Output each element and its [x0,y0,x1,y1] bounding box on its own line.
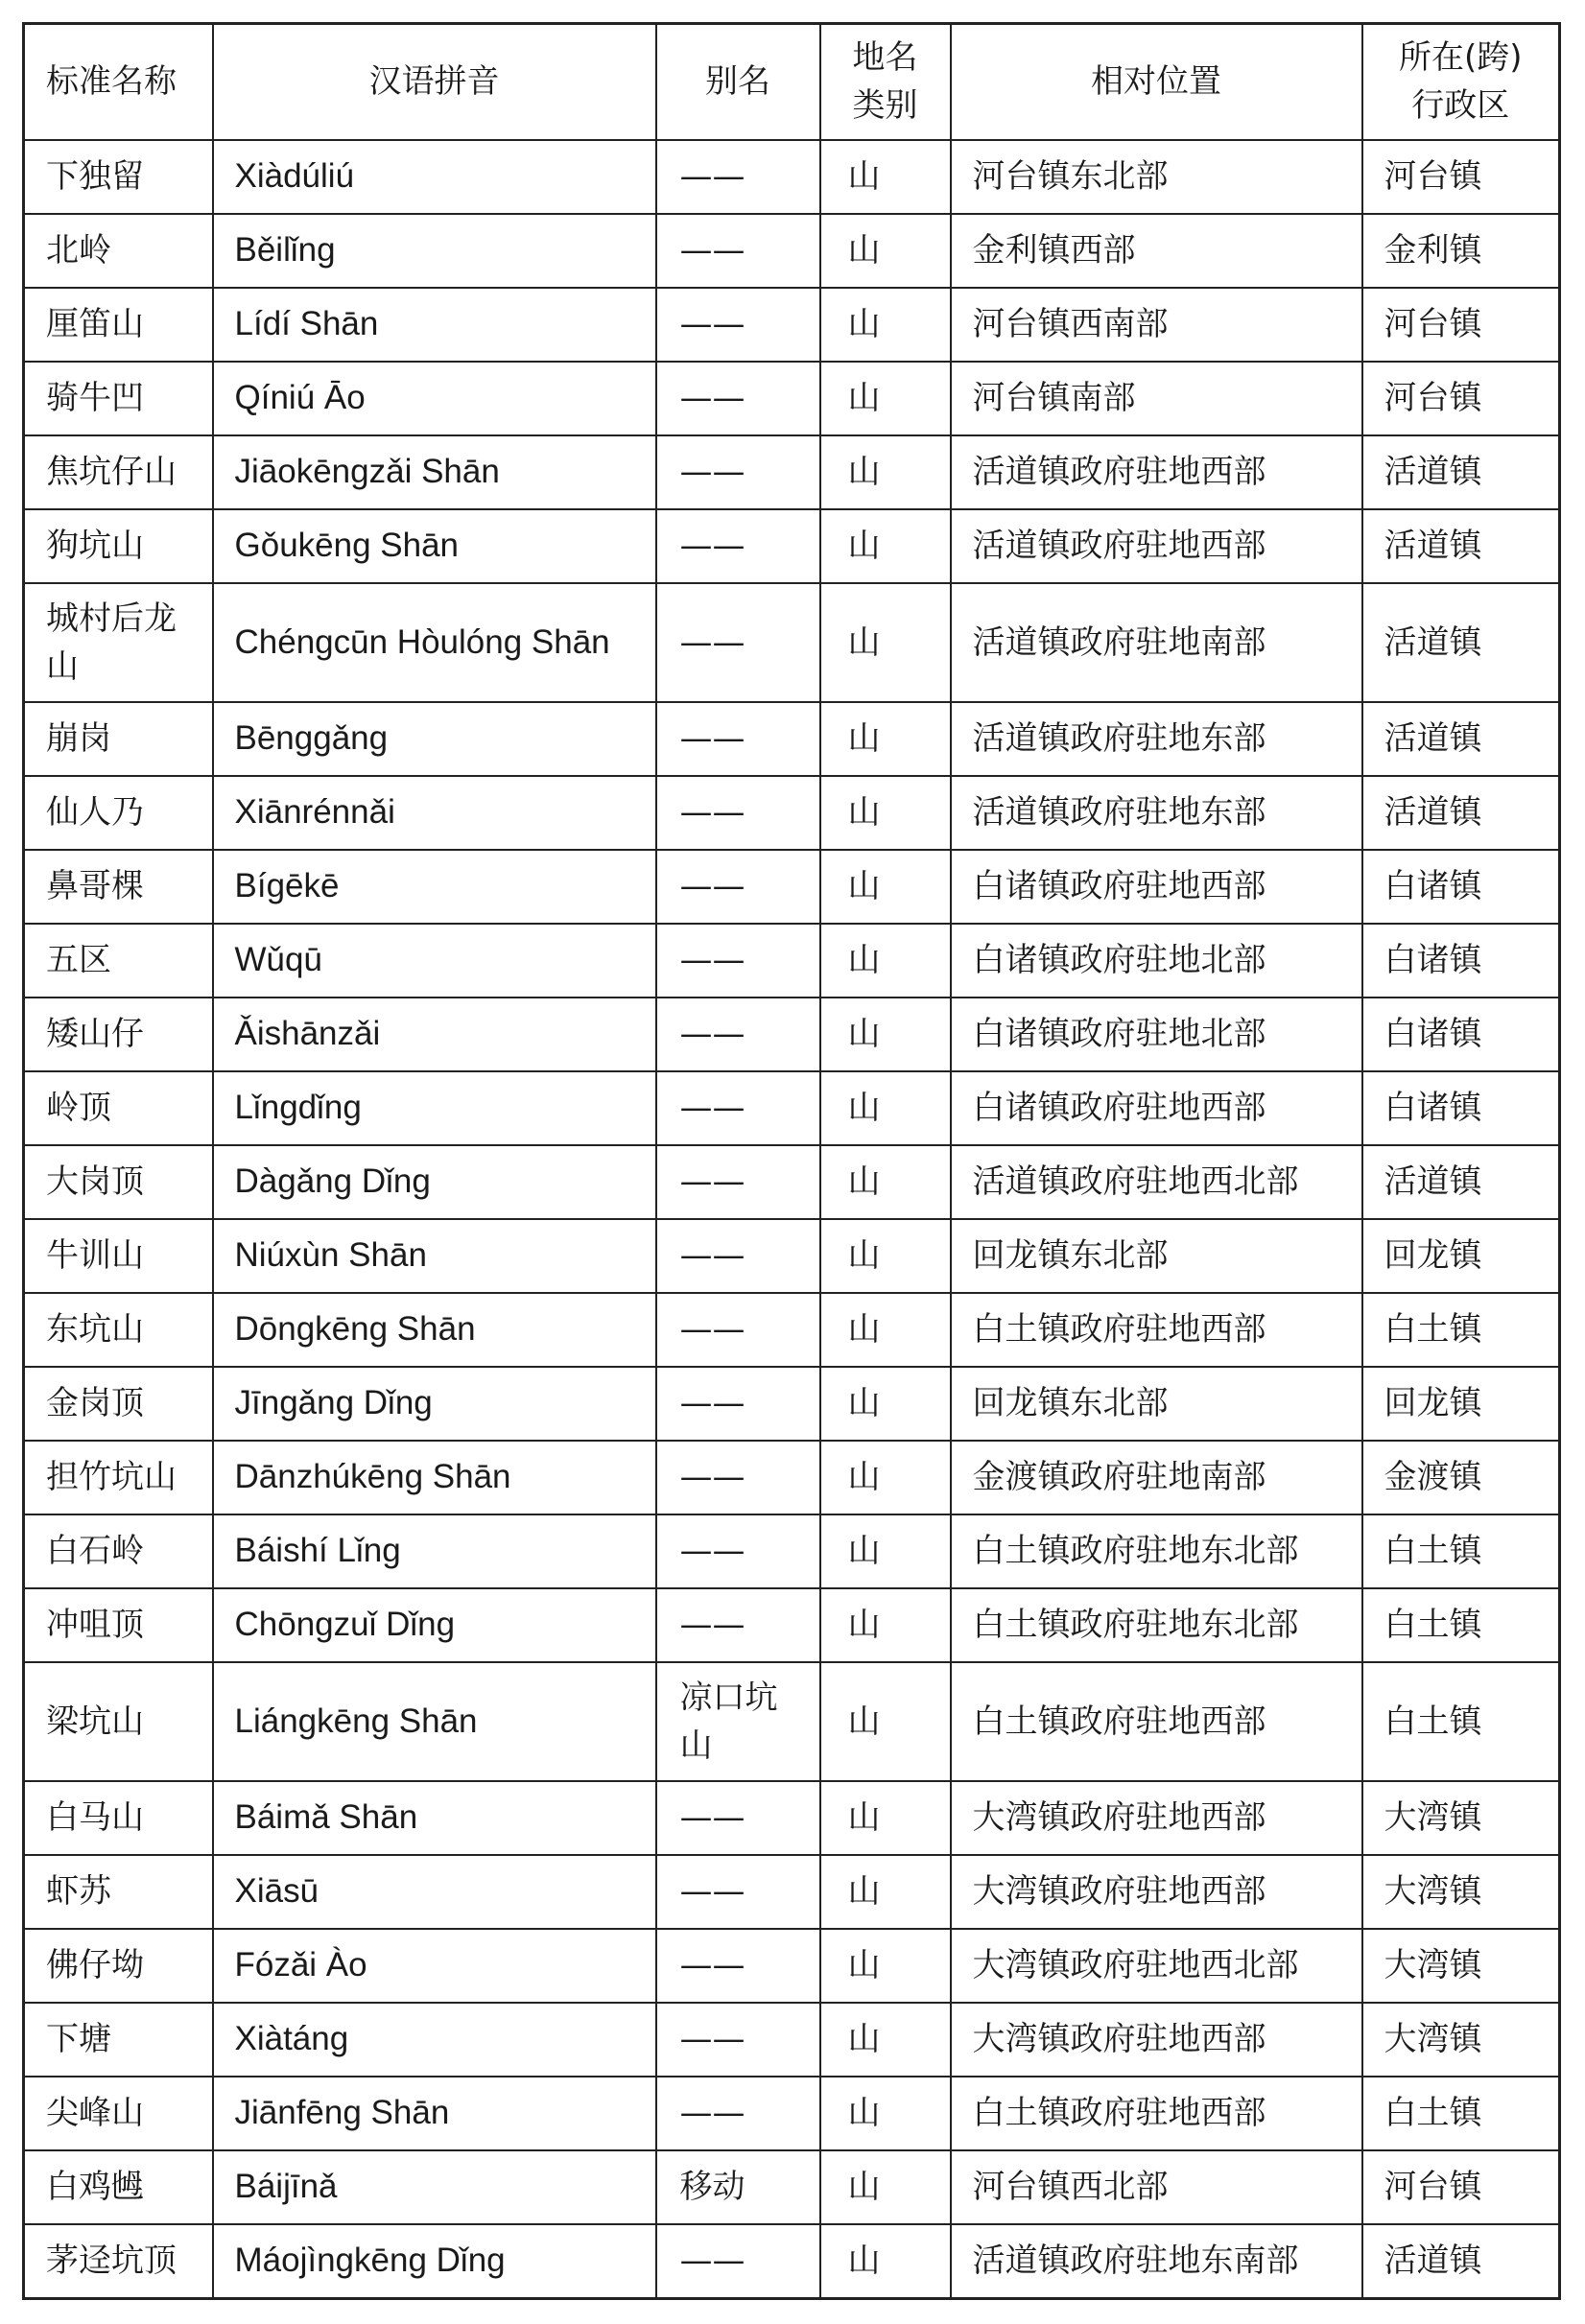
cell-pinyin: Běilǐng [213,214,656,288]
cell-relative-position: 白土镇政府驻地西部 [951,1662,1362,1781]
cell-pinyin: Báishí Lǐng [213,1514,656,1588]
cell-alias: —— [656,1855,820,1929]
cell-place-type: 山 [820,2224,951,2299]
cell-pinyin: Máojìngkēng Dǐng [213,2224,656,2299]
cell-place-type: 山 [820,1514,951,1588]
cell-pinyin: Wǔqū [213,924,656,998]
cell-alias: —— [656,1367,820,1441]
table-row [24,850,1560,924]
cell-relative-position: 河台镇西南部 [951,288,1362,362]
cell-relative-position: 白土镇政府驻地西部 [951,1293,1362,1367]
cell-standard-name: 焦坑仔山 [24,435,213,509]
cell-standard-name: 佛仔坳 [24,1929,213,2003]
cell-pinyin: Chōngzuǐ Dǐng [213,1588,656,1662]
cell-district: 白土镇 [1362,1293,1560,1367]
cell-alias: —— [656,1441,820,1514]
table-row [24,1367,1560,1441]
cell-pinyin: Jiāokēngzǎi Shān [213,435,656,509]
cell-relative-position: 白土镇政府驻地西部 [951,2077,1362,2150]
cell-alias: —— [656,1781,820,1855]
cell-pinyin: Qíniú Āo [213,362,656,435]
cell-district: 白诸镇 [1362,998,1560,1071]
cell-relative-position: 回龙镇东北部 [951,1367,1362,1441]
cell-standard-name: 大岗顶 [24,1145,213,1219]
cell-district: 河台镇 [1362,2150,1560,2224]
table-row [24,362,1560,435]
cell-district: 白诸镇 [1362,1071,1560,1145]
cell-alias: —— [656,1219,820,1293]
cell-standard-name: 崩岗 [24,702,213,776]
cell-place-type: 山 [820,1367,951,1441]
cell-alias: —— [656,1293,820,1367]
cell-relative-position: 大湾镇政府驻地西部 [951,2003,1362,2077]
cell-relative-position: 白诸镇政府驻地北部 [951,998,1362,1071]
cell-pinyin: Jīngǎng Dǐng [213,1367,656,1441]
cell-relative-position: 白诸镇政府驻地北部 [951,924,1362,998]
cell-pinyin: Niúxùn Shān [213,1219,656,1293]
cell-relative-position: 活道镇政府驻地东南部 [951,2224,1362,2299]
cell-standard-name: 白鸡乸 [24,2150,213,2224]
table-row [24,509,1560,583]
cell-standard-name: 城村后龙山 [24,583,213,702]
cell-district: 大湾镇 [1362,1855,1560,1929]
cell-district: 回龙镇 [1362,1219,1560,1293]
cell-relative-position: 白土镇政府驻地东北部 [951,1514,1362,1588]
cell-relative-position: 活道镇政府驻地南部 [951,583,1362,702]
cell-district: 金利镇 [1362,214,1560,288]
cell-standard-name: 五区 [24,924,213,998]
cell-place-type: 山 [820,1293,951,1367]
cell-place-type: 山 [820,140,951,214]
cell-alias: —— [656,850,820,924]
cell-alias: —— [656,362,820,435]
cell-pinyin: Liángkēng Shān [213,1662,656,1781]
cell-pinyin: Báimǎ Shān [213,1781,656,1855]
cell-alias: —— [656,1145,820,1219]
cell-pinyin: Xiāsū [213,1855,656,1929]
cell-standard-name: 鼻哥棵 [24,850,213,924]
cell-standard-name: 金岗顶 [24,1367,213,1441]
cell-relative-position: 金渡镇政府驻地南部 [951,1441,1362,1514]
cell-standard-name: 白石岭 [24,1514,213,1588]
table-body [24,140,1560,2299]
cell-place-type: 山 [820,924,951,998]
cell-district: 金渡镇 [1362,1441,1560,1514]
cell-place-type: 山 [820,288,951,362]
cell-standard-name: 下塘 [24,2003,213,2077]
cell-place-type: 山 [820,702,951,776]
table-row [24,1441,1560,1514]
cell-alias: —— [656,1514,820,1588]
table-row [24,2003,1560,2077]
cell-alias: —— [656,2077,820,2150]
cell-place-type: 山 [820,583,951,702]
cell-alias: —— [656,2224,820,2299]
cell-pinyin: Lǐngdǐng [213,1071,656,1145]
header-row [24,24,1560,140]
cell-district: 大湾镇 [1362,1781,1560,1855]
cell-alias: 移动 [656,2150,820,2224]
cell-district: 回龙镇 [1362,1367,1560,1441]
cell-pinyin: Bígēkē [213,850,656,924]
cell-standard-name: 茅迳坑顶 [24,2224,213,2299]
cell-place-type: 山 [820,214,951,288]
cell-relative-position: 回龙镇东北部 [951,1219,1362,1293]
cell-district: 活道镇 [1362,776,1560,850]
table-row [24,2224,1560,2299]
cell-district: 白土镇 [1362,1514,1560,1588]
cell-alias: 凉口坑山 [656,1662,820,1781]
cell-standard-name: 白马山 [24,1781,213,1855]
cell-pinyin: Xiānrénnǎi [213,776,656,850]
cell-standard-name: 虾苏 [24,1855,213,1929]
cell-place-type: 山 [820,435,951,509]
cell-district: 河台镇 [1362,288,1560,362]
table-row [24,1293,1560,1367]
place-name-table [22,22,1561,2300]
cell-relative-position: 白诸镇政府驻地西部 [951,850,1362,924]
cell-pinyin: Jiānfēng Shān [213,2077,656,2150]
cell-district: 白诸镇 [1362,850,1560,924]
cell-standard-name: 仙人乃 [24,776,213,850]
cell-place-type: 山 [820,850,951,924]
cell-standard-name: 骑牛凹 [24,362,213,435]
cell-standard-name: 冲咀顶 [24,1588,213,1662]
header-district: 所在(跨)行政区 [1362,24,1560,140]
cell-standard-name: 尖峰山 [24,2077,213,2150]
cell-place-type: 山 [820,1588,951,1662]
table-row [24,1514,1560,1588]
table-row [24,702,1560,776]
cell-place-type: 山 [820,1219,951,1293]
cell-standard-name: 牛训山 [24,1219,213,1293]
cell-district: 活道镇 [1362,1145,1560,1219]
cell-place-type: 山 [820,1855,951,1929]
cell-alias: —— [656,509,820,583]
header-relative-position: 相对位置 [951,24,1362,140]
table-row [24,924,1560,998]
cell-relative-position: 白诸镇政府驻地西部 [951,1071,1362,1145]
cell-pinyin: Ǎishānzǎi [213,998,656,1071]
header-alias: 别名 [656,24,820,140]
cell-district: 河台镇 [1362,362,1560,435]
cell-relative-position: 白土镇政府驻地东北部 [951,1588,1362,1662]
cell-alias: —— [656,2003,820,2077]
cell-place-type: 山 [820,362,951,435]
cell-place-type: 山 [820,1441,951,1514]
cell-relative-position: 活道镇政府驻地东部 [951,702,1362,776]
table-row [24,1662,1560,1781]
cell-standard-name: 东坑山 [24,1293,213,1367]
cell-alias: —— [656,924,820,998]
cell-district: 大湾镇 [1362,1929,1560,2003]
cell-place-type: 山 [820,1662,951,1781]
table-row [24,435,1560,509]
cell-district: 白土镇 [1362,1588,1560,1662]
cell-standard-name: 北岭 [24,214,213,288]
table-row [24,140,1560,214]
table-row [24,1855,1560,1929]
table-row [24,1781,1560,1855]
table-row [24,214,1560,288]
table-row [24,2150,1560,2224]
header-standard-name: 标准名称 [24,24,213,140]
table-row [24,1588,1560,1662]
cell-pinyin: Gǒukēng Shān [213,509,656,583]
cell-place-type: 山 [820,776,951,850]
cell-pinyin: Chéngcūn Hòulóng Shān [213,583,656,702]
cell-district: 白土镇 [1362,1662,1560,1781]
cell-alias: —— [656,583,820,702]
cell-district: 活道镇 [1362,2224,1560,2299]
cell-alias: —— [656,140,820,214]
table-row [24,583,1560,702]
cell-alias: —— [656,702,820,776]
cell-place-type: 山 [820,1781,951,1855]
table-row [24,288,1560,362]
cell-relative-position: 河台镇南部 [951,362,1362,435]
cell-relative-position: 金利镇西部 [951,214,1362,288]
cell-relative-position: 活道镇政府驻地西部 [951,435,1362,509]
table-row [24,998,1560,1071]
cell-alias: —— [656,214,820,288]
cell-place-type: 山 [820,1929,951,2003]
cell-relative-position: 活道镇政府驻地西北部 [951,1145,1362,1219]
cell-relative-position: 活道镇政府驻地西部 [951,509,1362,583]
cell-district: 河台镇 [1362,140,1560,214]
cell-standard-name: 梁坑山 [24,1662,213,1781]
header-pinyin: 汉语拼音 [213,24,656,140]
cell-alias: —— [656,776,820,850]
cell-district: 白土镇 [1362,2077,1560,2150]
cell-relative-position: 大湾镇政府驻地西北部 [951,1929,1362,2003]
cell-alias: —— [656,1929,820,2003]
cell-alias: —— [656,1071,820,1145]
cell-alias: —— [656,998,820,1071]
cell-district: 活道镇 [1362,509,1560,583]
cell-relative-position: 大湾镇政府驻地西部 [951,1781,1362,1855]
cell-place-type: 山 [820,998,951,1071]
table-row [24,2077,1560,2150]
table-row [24,1145,1560,1219]
cell-alias: —— [656,435,820,509]
cell-place-type: 山 [820,1071,951,1145]
cell-alias: —— [656,1588,820,1662]
cell-relative-position: 河台镇西北部 [951,2150,1362,2224]
cell-pinyin: Dōngkēng Shān [213,1293,656,1367]
table-row [24,1219,1560,1293]
cell-relative-position: 大湾镇政府驻地西部 [951,1855,1362,1929]
cell-pinyin: Dàgǎng Dǐng [213,1145,656,1219]
header-place-type: 地名类别 [820,24,951,140]
cell-district: 白诸镇 [1362,924,1560,998]
cell-place-type: 山 [820,509,951,583]
cell-district: 活道镇 [1362,583,1560,702]
cell-relative-position: 活道镇政府驻地东部 [951,776,1362,850]
cell-district: 活道镇 [1362,435,1560,509]
cell-pinyin: Xiàdúliú [213,140,656,214]
cell-standard-name: 狗坑山 [24,509,213,583]
cell-place-type: 山 [820,1145,951,1219]
cell-pinyin: Bēnggǎng [213,702,656,776]
cell-pinyin: Lídí Shān [213,288,656,362]
cell-standard-name: 担竹坑山 [24,1441,213,1514]
cell-district: 活道镇 [1362,702,1560,776]
table-row [24,1071,1560,1145]
cell-relative-position: 河台镇东北部 [951,140,1362,214]
cell-pinyin: Dānzhúkēng Shān [213,1441,656,1514]
cell-alias: —— [656,288,820,362]
cell-place-type: 山 [820,2077,951,2150]
cell-district: 大湾镇 [1362,2003,1560,2077]
cell-standard-name: 厘笛山 [24,288,213,362]
cell-place-type: 山 [820,2003,951,2077]
cell-standard-name: 岭顶 [24,1071,213,1145]
cell-standard-name: 矮山仔 [24,998,213,1071]
cell-standard-name: 下独留 [24,140,213,214]
table-row [24,776,1560,850]
cell-pinyin: Fózǎi Ào [213,1929,656,2003]
cell-pinyin: Xiàtáng [213,2003,656,2077]
cell-pinyin: Báijīnǎ [213,2150,656,2224]
table-row [24,1929,1560,2003]
cell-place-type: 山 [820,2150,951,2224]
